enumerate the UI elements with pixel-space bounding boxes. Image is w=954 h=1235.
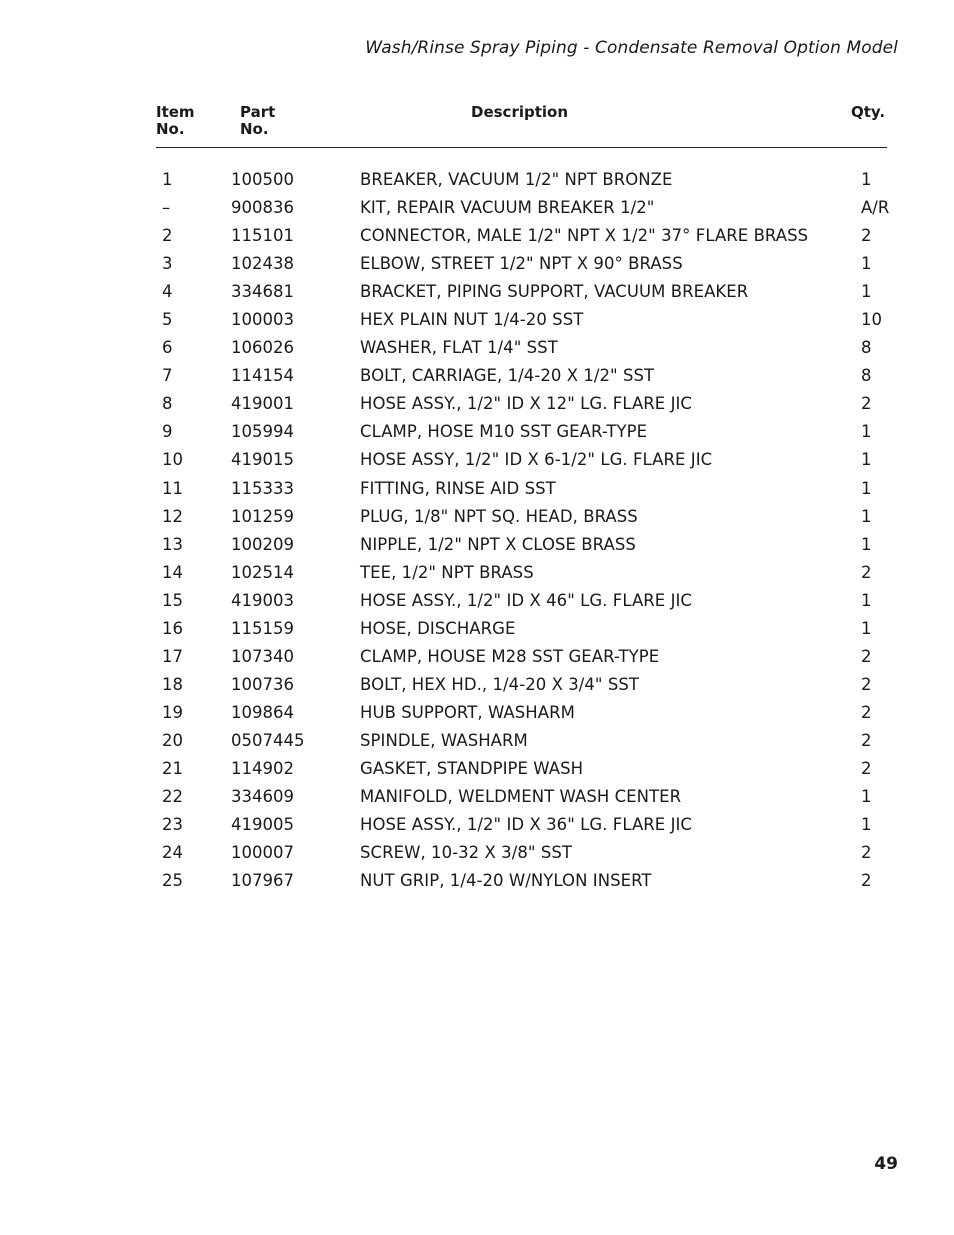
part-description: HOSE ASSY, 1/2" ID X 6-1/2" LG. FLARE JIC [360, 450, 713, 470]
part-description: HEX PLAIN NUT 1/4-20 SST [360, 310, 584, 330]
table-row [0, 587, 954, 615]
item-number: 18 [162, 674, 183, 694]
column-header-part-line1: Part [240, 103, 276, 121]
part-number: 115101 [231, 226, 294, 246]
part-description: HOSE ASSY., 1/2" ID X 46" LG. FLARE JIC [360, 590, 692, 610]
quantity: 2 [861, 562, 872, 582]
table-row [0, 503, 954, 531]
part-number: 114902 [231, 758, 294, 778]
table-row [0, 250, 954, 278]
part-description: TEE, 1/2" NPT BRASS [360, 562, 534, 582]
quantity: 8 [861, 366, 872, 386]
part-number: 114154 [231, 366, 294, 386]
item-number: 8 [162, 394, 173, 414]
part-number: 102514 [231, 562, 294, 582]
quantity: 2 [861, 226, 872, 246]
table-row [0, 390, 954, 418]
table-row [0, 811, 954, 839]
quantity: 1 [861, 590, 872, 610]
quantity: 1 [861, 506, 872, 526]
quantity: 10 [861, 310, 882, 330]
item-number: – [162, 198, 171, 218]
part-description: PLUG, 1/8" NPT SQ. HEAD, BRASS [360, 506, 638, 526]
part-description: MANIFOLD, WELDMENT WASH CENTER [360, 787, 682, 807]
part-description: CONNECTOR, MALE 1/2" NPT X 1/2" 37° FLARE BRASS [360, 226, 809, 246]
table-row [0, 222, 954, 250]
item-number: 2 [162, 226, 173, 246]
part-description: HOSE, DISCHARGE [360, 618, 516, 638]
item-number: 7 [162, 366, 173, 386]
column-header-part-line2: No. [240, 120, 269, 138]
item-number: 21 [162, 758, 183, 778]
item-number: 22 [162, 787, 183, 807]
part-number: 419005 [231, 815, 294, 835]
table-row [0, 531, 954, 559]
quantity: 1 [861, 787, 872, 807]
table-row [0, 559, 954, 587]
item-number: 17 [162, 646, 183, 666]
table-row [0, 306, 954, 334]
part-number: 334681 [231, 282, 294, 302]
quantity: 1 [861, 534, 872, 554]
part-number: 115333 [231, 478, 294, 498]
part-description: CLAMP, HOSE M10 SST GEAR-TYPE [360, 422, 648, 442]
item-number: 3 [162, 254, 173, 274]
part-number: 0507445 [231, 730, 305, 750]
column-header-item-line2: No. [156, 120, 185, 138]
quantity: 2 [861, 674, 872, 694]
column-header-part-no [240, 104, 275, 138]
part-number: 102438 [231, 254, 294, 274]
part-description: FITTING, RINSE AID SST [360, 478, 556, 498]
item-number: 23 [162, 815, 183, 835]
item-number: 10 [162, 450, 183, 470]
part-description: BOLT, HEX HD., 1/4-20 X 3/4" SST [360, 674, 640, 694]
table-row [0, 194, 954, 222]
item-number: 19 [162, 702, 183, 722]
part-number: 101259 [231, 506, 294, 526]
column-header-item-no [156, 104, 195, 138]
part-description: BREAKER, VACUUM 1/2" NPT BRONZE [360, 170, 673, 189]
quantity: 1 [861, 815, 872, 835]
part-number: 334609 [231, 787, 294, 807]
item-number: 4 [162, 282, 173, 302]
item-number: 24 [162, 843, 183, 863]
quantity: 2 [861, 843, 872, 863]
table-row [0, 166, 954, 194]
part-number: 100500 [231, 170, 294, 189]
part-description: KIT, REPAIR VACUUM BREAKER 1/2" [360, 198, 655, 218]
table-row [0, 475, 954, 503]
quantity: 1 [861, 618, 872, 638]
part-description: HUB SUPPORT, WASHARM [360, 702, 575, 722]
item-number: 13 [162, 534, 183, 554]
table-row [0, 839, 954, 867]
part-description: ELBOW, STREET 1/2" NPT X 90° BRASS [360, 254, 683, 274]
item-number: 25 [162, 871, 183, 891]
item-number: 12 [162, 506, 183, 526]
part-number: 100736 [231, 674, 294, 694]
quantity: 2 [861, 871, 872, 891]
part-description: BOLT, CARRIAGE, 1/4-20 X 1/2" SST [360, 366, 655, 386]
parts-table-body [0, 166, 954, 895]
part-number: 106026 [231, 338, 294, 358]
quantity: 1 [861, 254, 872, 274]
column-header-item-line1: Item [156, 103, 195, 121]
quantity: 8 [861, 338, 872, 358]
part-description: HOSE ASSY., 1/2" ID X 12" LG. FLARE JIC [360, 394, 692, 414]
quantity: 2 [861, 702, 872, 722]
part-number: 107340 [231, 646, 294, 666]
part-description: CLAMP, HOUSE M28 SST GEAR-TYPE [360, 646, 660, 666]
table-row [0, 334, 954, 362]
column-header-qty: Qty. [851, 103, 886, 121]
part-number: 115159 [231, 618, 294, 638]
table-row [0, 699, 954, 727]
item-number: 9 [162, 422, 173, 442]
table-row [0, 727, 954, 755]
item-number: 14 [162, 562, 183, 582]
table-row [0, 671, 954, 699]
item-number: 5 [162, 310, 173, 330]
part-number: 100007 [231, 843, 294, 863]
quantity: 1 [861, 422, 872, 442]
quantity: 2 [861, 394, 872, 414]
part-description: WASHER, FLAT 1/4" SST [360, 338, 558, 358]
item-number: 20 [162, 730, 183, 750]
part-number: 109864 [231, 702, 294, 722]
part-number: 419015 [231, 450, 294, 470]
part-description: SPINDLE, WASHARM [360, 730, 528, 750]
table-row [0, 643, 954, 671]
item-number: 15 [162, 590, 183, 610]
table-row [0, 755, 954, 783]
part-number: 419001 [231, 394, 294, 414]
quantity: 1 [861, 478, 872, 498]
item-number: 11 [162, 478, 183, 498]
table-row [0, 362, 954, 390]
column-header-description: Description [471, 103, 569, 121]
part-number: 100003 [231, 310, 294, 330]
header-divider [156, 147, 887, 148]
part-number: 900836 [231, 198, 294, 218]
quantity: 2 [861, 730, 872, 750]
item-number: 16 [162, 618, 183, 638]
item-number: 1 [162, 170, 173, 189]
part-description: NUT GRIP, 1/4-20 W/NYLON INSERT [360, 871, 652, 891]
part-number: 107967 [231, 871, 294, 891]
part-description: SCREW, 10-32 X 3/8" SST [360, 843, 572, 863]
part-description: GASKET, STANDPIPE WASH [360, 758, 584, 778]
table-row [0, 615, 954, 643]
part-number: 100209 [231, 534, 294, 554]
part-description: BRACKET, PIPING SUPPORT, VACUUM BREAKER [360, 282, 749, 302]
page-number: 49 [874, 1154, 898, 1174]
table-row [0, 418, 954, 446]
quantity: 1 [861, 450, 872, 470]
part-number: 419003 [231, 590, 294, 610]
part-description: HOSE ASSY., 1/2" ID X 36" LG. FLARE JIC [360, 815, 692, 835]
table-row [0, 867, 954, 895]
table-row [0, 446, 954, 474]
quantity: A/R [861, 198, 890, 218]
table-row [0, 278, 954, 306]
item-number: 6 [162, 338, 173, 358]
table-row [0, 783, 954, 811]
quantity: 2 [861, 646, 872, 666]
part-number: 105994 [231, 422, 294, 442]
quantity: 1 [861, 282, 872, 302]
part-description: NIPPLE, 1/2" NPT X CLOSE BRASS [360, 534, 636, 554]
quantity: 1 [861, 170, 872, 189]
running-header: Wash/Rinse Spray Piping - Condensate Removal Option Model [365, 38, 898, 58]
quantity: 2 [861, 758, 872, 778]
